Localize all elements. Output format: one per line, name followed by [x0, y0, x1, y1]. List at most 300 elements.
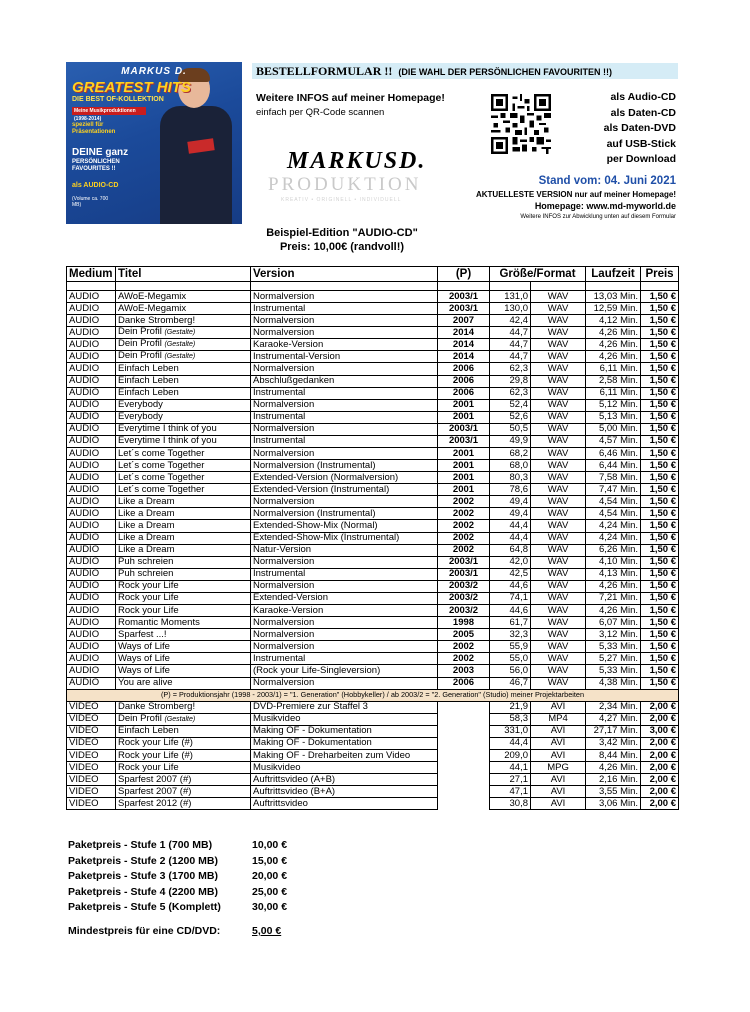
cell-year: 2003/2	[438, 592, 490, 604]
cell-size: 32,3	[490, 629, 531, 641]
table-row	[67, 774, 679, 786]
cell-format: WAV	[531, 351, 586, 363]
cell-preis: 1,50 €	[641, 460, 679, 472]
cell-size: 331,0	[490, 725, 531, 737]
cell-medium: VIDEO	[67, 725, 116, 737]
table-row	[67, 713, 679, 725]
package-row	[68, 869, 287, 885]
cell-titel	[116, 774, 251, 786]
cell-year: 2001	[438, 411, 490, 423]
cell-year: 2002	[438, 641, 490, 653]
package-row	[68, 838, 287, 854]
cell-version: Normalversion	[251, 291, 438, 303]
cell-titel-text: Everytime I think of you	[118, 435, 217, 447]
cell-titel-text: Danke Stromberg!	[118, 701, 196, 713]
cell-preis: 1,50 €	[641, 605, 679, 617]
cell-titel	[116, 677, 251, 689]
cell-year: 2014	[438, 327, 490, 339]
cell-version: Normalversion	[251, 629, 438, 641]
cell-laufzeit: 4,26 Min.	[586, 762, 641, 774]
cell-medium: VIDEO	[67, 749, 116, 761]
cell-titel	[116, 725, 251, 737]
cell-format: WAV	[531, 375, 586, 387]
cell-format: AVI	[531, 749, 586, 761]
cell-laufzeit: 4,54 Min.	[586, 508, 641, 520]
cell-titel	[116, 762, 251, 774]
cell-version: Instrumental	[251, 653, 438, 665]
order-title-sub: (DIE WAHL DER PERSÖNLICHEN FAVOURITEN !!)	[398, 67, 613, 77]
cell-titel-text: Sparfest 2007 (#)	[118, 773, 192, 785]
cell-medium: VIDEO	[67, 713, 116, 725]
cell-laufzeit: 8,44 Min.	[586, 749, 641, 761]
cell-year	[438, 725, 490, 737]
cell-medium: AUDIO	[67, 520, 116, 532]
cell-preis: 1,50 €	[641, 592, 679, 604]
cell-titel-text: Let´s come Together	[118, 447, 205, 459]
cell-version: Karaoke-Version	[251, 605, 438, 617]
cell-medium: VIDEO	[67, 786, 116, 798]
cell-medium: VIDEO	[67, 774, 116, 786]
cell-laufzeit: 6,11 Min.	[586, 387, 641, 399]
table-row	[67, 387, 679, 399]
cell-year: 2002	[438, 520, 490, 532]
cell-year: 2002	[438, 508, 490, 520]
format-item: auf USB-Stick	[606, 137, 676, 150]
col-laufzeit: Laufzeit	[586, 267, 641, 282]
cell-titel	[116, 399, 251, 411]
empty-cell	[438, 282, 490, 291]
cell-medium: AUDIO	[67, 653, 116, 665]
package-label: Paketpreis - Stufe 4 (2200 MB)	[68, 885, 218, 898]
cell-version: Abschlußgedanken	[251, 375, 438, 387]
cell-size: 49,4	[490, 496, 531, 508]
cell-format: WAV	[531, 291, 586, 303]
table-row	[67, 399, 679, 411]
cell-size: 68,0	[490, 460, 531, 472]
cell-medium: AUDIO	[67, 387, 116, 399]
cell-laufzeit: 4,24 Min.	[586, 520, 641, 532]
edition-block	[262, 226, 422, 254]
cell-preis: 1,50 €	[641, 532, 679, 544]
cell-medium: AUDIO	[67, 484, 116, 496]
table-row	[67, 327, 679, 339]
cell-size: 44,7	[490, 351, 531, 363]
cell-year: 2003/1	[438, 303, 490, 315]
order-title-main: BESTELLFORMULAR !!	[256, 64, 393, 78]
cell-titel-text: Everybody	[118, 411, 163, 423]
cell-preis: 1,50 €	[641, 291, 679, 303]
note-row	[67, 689, 679, 701]
cell-medium: AUDIO	[67, 327, 116, 339]
cell-titel-text: Romantic Moments	[118, 616, 200, 628]
cell-format: WAV	[531, 556, 586, 568]
cell-year	[438, 713, 490, 725]
cell-version: Auftrittsvideo (A+B)	[251, 774, 438, 786]
qr-code-icon[interactable]	[491, 94, 551, 154]
empty-cell	[67, 282, 116, 291]
cell-version: Auftrittsvideo (B+A)	[251, 786, 438, 798]
cover-bar: Meine Musikproduktionen (1998-2014)	[72, 107, 146, 115]
cell-year: 2003/1	[438, 291, 490, 303]
further-info-note: Weitere INFOS zur Abwicklung unten auf diesem Formular	[520, 214, 676, 220]
cell-titel	[116, 363, 251, 375]
cell-titel-text: Danke Stromberg!	[118, 314, 196, 326]
cell-format: WAV	[531, 435, 586, 447]
cell-year: 2006	[438, 677, 490, 689]
empty-cell	[586, 282, 641, 291]
cell-preis: 1,50 €	[641, 339, 679, 351]
cell-format: AVI	[531, 737, 586, 749]
cell-format: WAV	[531, 520, 586, 532]
table-row	[67, 592, 679, 604]
cell-format: AVI	[531, 786, 586, 798]
cell-titel	[116, 411, 251, 423]
cell-medium: AUDIO	[67, 411, 116, 423]
cell-version: Instrumental	[251, 435, 438, 447]
cell-medium: AUDIO	[67, 665, 116, 677]
table-row	[67, 472, 679, 484]
cell-size: 44,4	[490, 532, 531, 544]
table-row	[67, 520, 679, 532]
cell-size: 68,2	[490, 448, 531, 460]
cell-titel-text: Like a Dream	[118, 532, 175, 544]
table-row	[67, 496, 679, 508]
logo-produktion: PRODUKTION	[268, 174, 422, 195]
col-version: Version	[251, 267, 438, 282]
cell-format: AVI	[531, 774, 586, 786]
cell-size: 58,3	[490, 713, 531, 725]
cell-size: 62,3	[490, 387, 531, 399]
order-title	[256, 64, 612, 79]
cell-version: Normalversion	[251, 399, 438, 411]
cell-titel-text: Let´s come Together	[118, 483, 205, 495]
cell-format: WAV	[531, 363, 586, 375]
package-prices	[68, 838, 287, 916]
cell-titel-text: Rock your Life (#)	[118, 737, 193, 749]
cell-titel	[116, 568, 251, 580]
table-row	[67, 291, 679, 303]
cell-medium: AUDIO	[67, 532, 116, 544]
cell-titel-text: Puh schreien	[118, 556, 174, 568]
table-row	[67, 798, 679, 810]
cell-version: Normalversion	[251, 315, 438, 327]
cell-preis: 2,00 €	[641, 798, 679, 810]
cell-preis: 1,50 €	[641, 496, 679, 508]
cell-medium: AUDIO	[67, 399, 116, 411]
cell-format: WAV	[531, 544, 586, 556]
cell-titel-text: Dein Profil	[118, 713, 162, 724]
cell-size: 74,1	[490, 592, 531, 604]
cell-version: Extended-Version	[251, 592, 438, 604]
cell-size: 29,8	[490, 375, 531, 387]
table-row	[67, 351, 679, 363]
cell-version: Making OF - Dokumentation	[251, 725, 438, 737]
cell-version: Normalversion	[251, 556, 438, 568]
table-row	[67, 653, 679, 665]
cell-format: WAV	[531, 677, 586, 689]
cell-titel-text: Einfach Leben	[118, 387, 179, 399]
cell-version: Normalversion (Instrumental)	[251, 460, 438, 472]
cell-format: WAV	[531, 460, 586, 472]
cell-version: Instrumental	[251, 568, 438, 580]
cell-format: WAV	[531, 653, 586, 665]
cell-laufzeit: 4,26 Min.	[586, 605, 641, 617]
table-row	[67, 725, 679, 737]
cell-version: Normalversion	[251, 363, 438, 375]
cell-version: Extended-Version (Normalversion)	[251, 472, 438, 484]
cell-size: 46,7	[490, 677, 531, 689]
cell-medium: AUDIO	[67, 303, 116, 315]
cell-laufzeit: 4,26 Min.	[586, 580, 641, 592]
cell-titel-text: Einfach Leben	[118, 363, 179, 374]
cell-laufzeit: 6,11 Min.	[586, 363, 641, 375]
package-label: Paketpreis - Stufe 1 (700 MB)	[68, 839, 213, 851]
cell-version: Auftrittsvideo	[251, 798, 438, 810]
cell-format: WAV	[531, 496, 586, 508]
cell-titel-text: Sparfest ...!	[118, 628, 167, 640]
cell-medium: AUDIO	[67, 423, 116, 435]
cell-format: WAV	[531, 448, 586, 460]
stand-date: Stand vom: 04. Juni 2021	[538, 175, 676, 187]
cell-format: WAV	[531, 617, 586, 629]
cell-titel	[116, 339, 251, 351]
cell-laufzeit: 5,12 Min.	[586, 399, 641, 411]
cell-titel-text: Rock your Life (#)	[118, 749, 193, 761]
cell-size: 56,0	[490, 665, 531, 677]
cell-year	[438, 749, 490, 761]
cell-titel-note: (Gestalte)	[164, 715, 196, 723]
cell-size: 61,7	[490, 617, 531, 629]
cell-preis: 1,50 €	[641, 677, 679, 689]
cell-titel	[116, 713, 251, 725]
table-row	[67, 568, 679, 580]
cell-titel-text: AWoE-Megamix	[118, 302, 187, 314]
cell-titel-text: Let´s come Together	[118, 471, 205, 483]
cover-line5: (Volume ca. 700 MB)	[72, 196, 109, 208]
cell-medium: VIDEO	[67, 737, 116, 749]
cell-laufzeit: 3,12 Min.	[586, 629, 641, 641]
package-row	[68, 854, 287, 870]
cell-year	[438, 786, 490, 798]
cell-format: WAV	[531, 411, 586, 423]
cell-version: Instrumental	[251, 411, 438, 423]
cover-title: GREATEST HITS	[72, 79, 191, 96]
cell-titel-text: Ways of Life	[118, 640, 170, 652]
cell-medium: AUDIO	[67, 375, 116, 387]
cell-titel	[116, 327, 251, 339]
cell-medium: VIDEO	[67, 701, 116, 713]
table-row	[67, 363, 679, 375]
col-size-format: Größe/Format	[490, 267, 586, 282]
cell-version: Karaoke-Version	[251, 339, 438, 351]
cell-laufzeit: 12,59 Min.	[586, 303, 641, 315]
cell-titel	[116, 315, 251, 327]
cell-titel	[116, 605, 251, 617]
cell-titel	[116, 665, 251, 677]
cell-titel	[116, 460, 251, 472]
cell-medium: AUDIO	[67, 629, 116, 641]
cell-preis: 1,50 €	[641, 629, 679, 641]
cell-titel	[116, 556, 251, 568]
cell-preis: 1,50 €	[641, 363, 679, 375]
cell-version: DVD-Premiere zur Staffel 3	[251, 701, 438, 713]
cell-laufzeit: 5,27 Min.	[586, 653, 641, 665]
cell-titel-text: You are alive	[118, 677, 173, 689]
package-row	[68, 885, 287, 901]
package-row	[68, 900, 287, 916]
cell-titel	[116, 786, 251, 798]
cell-preis: 1,50 €	[641, 520, 679, 532]
cell-laufzeit: 6,26 Min.	[586, 544, 641, 556]
cell-year: 2014	[438, 339, 490, 351]
table-row	[67, 460, 679, 472]
cell-version: Musikvideo	[251, 762, 438, 774]
cell-format: WAV	[531, 665, 586, 677]
cell-year: 2003/2	[438, 580, 490, 592]
cell-laufzeit: 6,07 Min.	[586, 617, 641, 629]
table-row	[67, 629, 679, 641]
cell-version: Normalversion (Instrumental)	[251, 508, 438, 520]
cell-titel-note: (Gestalte)	[164, 329, 196, 337]
cell-medium: AUDIO	[67, 435, 116, 447]
package-label: Paketpreis - Stufe 2 (1200 MB)	[68, 854, 218, 867]
table-row	[67, 411, 679, 423]
cell-size: 50,5	[490, 423, 531, 435]
package-price: 25,00 €	[252, 885, 288, 898]
cell-laufzeit: 5,13 Min.	[586, 411, 641, 423]
cell-year: 2003/2	[438, 605, 490, 617]
cell-version: Instrumental	[251, 303, 438, 315]
cell-laufzeit: 2,34 Min.	[586, 701, 641, 713]
format-item: als Daten-CD	[610, 106, 676, 119]
cell-size: 21,9	[490, 701, 531, 713]
cell-format: WAV	[531, 484, 586, 496]
edition-title: Beispiel-Edition "AUDIO-CD"	[266, 227, 418, 239]
cell-year: 2001	[438, 448, 490, 460]
minimum-price-label: Mindestpreis für eine CD/DVD:	[68, 925, 221, 937]
cell-format: WAV	[531, 303, 586, 315]
table-row	[67, 605, 679, 617]
table-row	[67, 665, 679, 677]
table-row	[67, 749, 679, 761]
cell-preis: 1,50 €	[641, 508, 679, 520]
cell-year: 2006	[438, 387, 490, 399]
cell-medium: AUDIO	[67, 508, 116, 520]
cell-preis: 3,00 €	[641, 725, 679, 737]
cell-year: 2001	[438, 399, 490, 411]
cell-format: WAV	[531, 339, 586, 351]
cell-year: 2002	[438, 496, 490, 508]
cell-laufzeit: 3,55 Min.	[586, 786, 641, 798]
col-p: (P)	[438, 267, 490, 282]
cell-preis: 1,50 €	[641, 617, 679, 629]
cell-year: 2002	[438, 532, 490, 544]
cell-medium: AUDIO	[67, 568, 116, 580]
logo-name: MARKUSD.	[287, 148, 427, 174]
cell-year: 2003	[438, 665, 490, 677]
cell-format: WAV	[531, 327, 586, 339]
cell-year: 2003/1	[438, 568, 490, 580]
format-item: als Daten-DVD	[603, 122, 676, 134]
cell-format: WAV	[531, 508, 586, 520]
col-medium: Medium	[67, 267, 116, 282]
cell-titel-text: Like a Dream	[118, 507, 175, 519]
cell-preis: 1,50 €	[641, 448, 679, 460]
cell-year: 2007	[438, 315, 490, 327]
cell-size: 131,0	[490, 291, 531, 303]
cell-titel-text: Rock your Life	[118, 580, 179, 592]
cell-medium: AUDIO	[67, 677, 116, 689]
order-table	[66, 266, 679, 810]
table-row	[67, 580, 679, 592]
cell-year: 2003/1	[438, 423, 490, 435]
cell-titel	[116, 629, 251, 641]
cell-preis: 2,00 €	[641, 786, 679, 798]
cell-titel-text: Sparfest 2012 (#)	[118, 797, 192, 809]
cell-laufzeit: 7,21 Min.	[586, 592, 641, 604]
cell-laufzeit: 4,13 Min.	[586, 568, 641, 580]
col-preis: Preis	[641, 267, 679, 282]
cell-titel	[116, 749, 251, 761]
cell-format: WAV	[531, 315, 586, 327]
cell-medium: AUDIO	[67, 472, 116, 484]
cell-preis: 2,00 €	[641, 701, 679, 713]
cell-version: Extended-Version (Instrumental)	[251, 484, 438, 496]
cover-line3: PERSÖNLICHEN FAVOURITES !!	[72, 159, 120, 172]
cell-year: 2002	[438, 544, 490, 556]
cell-preis: 1,50 €	[641, 315, 679, 327]
package-price: 15,00 €	[252, 854, 288, 867]
cell-titel	[116, 617, 251, 629]
homepage-link[interactable]: Homepage: www.md-myworld.de	[534, 201, 676, 211]
cell-version: Instrumental-Version	[251, 351, 438, 363]
empty-cell	[251, 282, 438, 291]
cell-titel-text: Dein Profil	[118, 350, 162, 362]
cell-laufzeit: 4,26 Min.	[586, 351, 641, 363]
cell-titel	[116, 520, 251, 532]
cell-format: WAV	[531, 472, 586, 484]
cell-medium: AUDIO	[67, 605, 116, 617]
cell-titel-text: Everybody	[118, 399, 163, 411]
cell-format: AVI	[531, 701, 586, 713]
cell-size: 44,6	[490, 580, 531, 592]
empty-cell	[490, 282, 531, 291]
cell-titel-text: Everytime I think of you	[118, 423, 217, 435]
cell-preis: 1,50 €	[641, 568, 679, 580]
cell-titel	[116, 387, 251, 399]
cell-titel	[116, 737, 251, 749]
table-row	[67, 701, 679, 713]
cell-titel	[116, 641, 251, 653]
cover-line1: speziell für Präsentationen	[72, 122, 116, 135]
cell-size: 78,6	[490, 484, 531, 496]
cell-preis: 1,50 €	[641, 303, 679, 315]
cell-titel-text: Like a Dream	[118, 520, 175, 532]
cell-medium: AUDIO	[67, 496, 116, 508]
cell-laufzeit: 5,33 Min.	[586, 641, 641, 653]
cell-year	[438, 762, 490, 774]
edition-price: Preis: 10,00€ (randvoll!)	[279, 241, 405, 253]
cell-preis: 2,00 €	[641, 749, 679, 761]
cell-year: 2001	[438, 484, 490, 496]
cell-medium: AUDIO	[67, 315, 116, 327]
cell-size: 49,9	[490, 435, 531, 447]
cell-version: Normalversion	[251, 448, 438, 460]
cell-size: 44,7	[490, 327, 531, 339]
table-row	[67, 677, 679, 689]
cell-titel-text: Dein Profil	[118, 326, 162, 338]
cell-year: 2001	[438, 460, 490, 472]
